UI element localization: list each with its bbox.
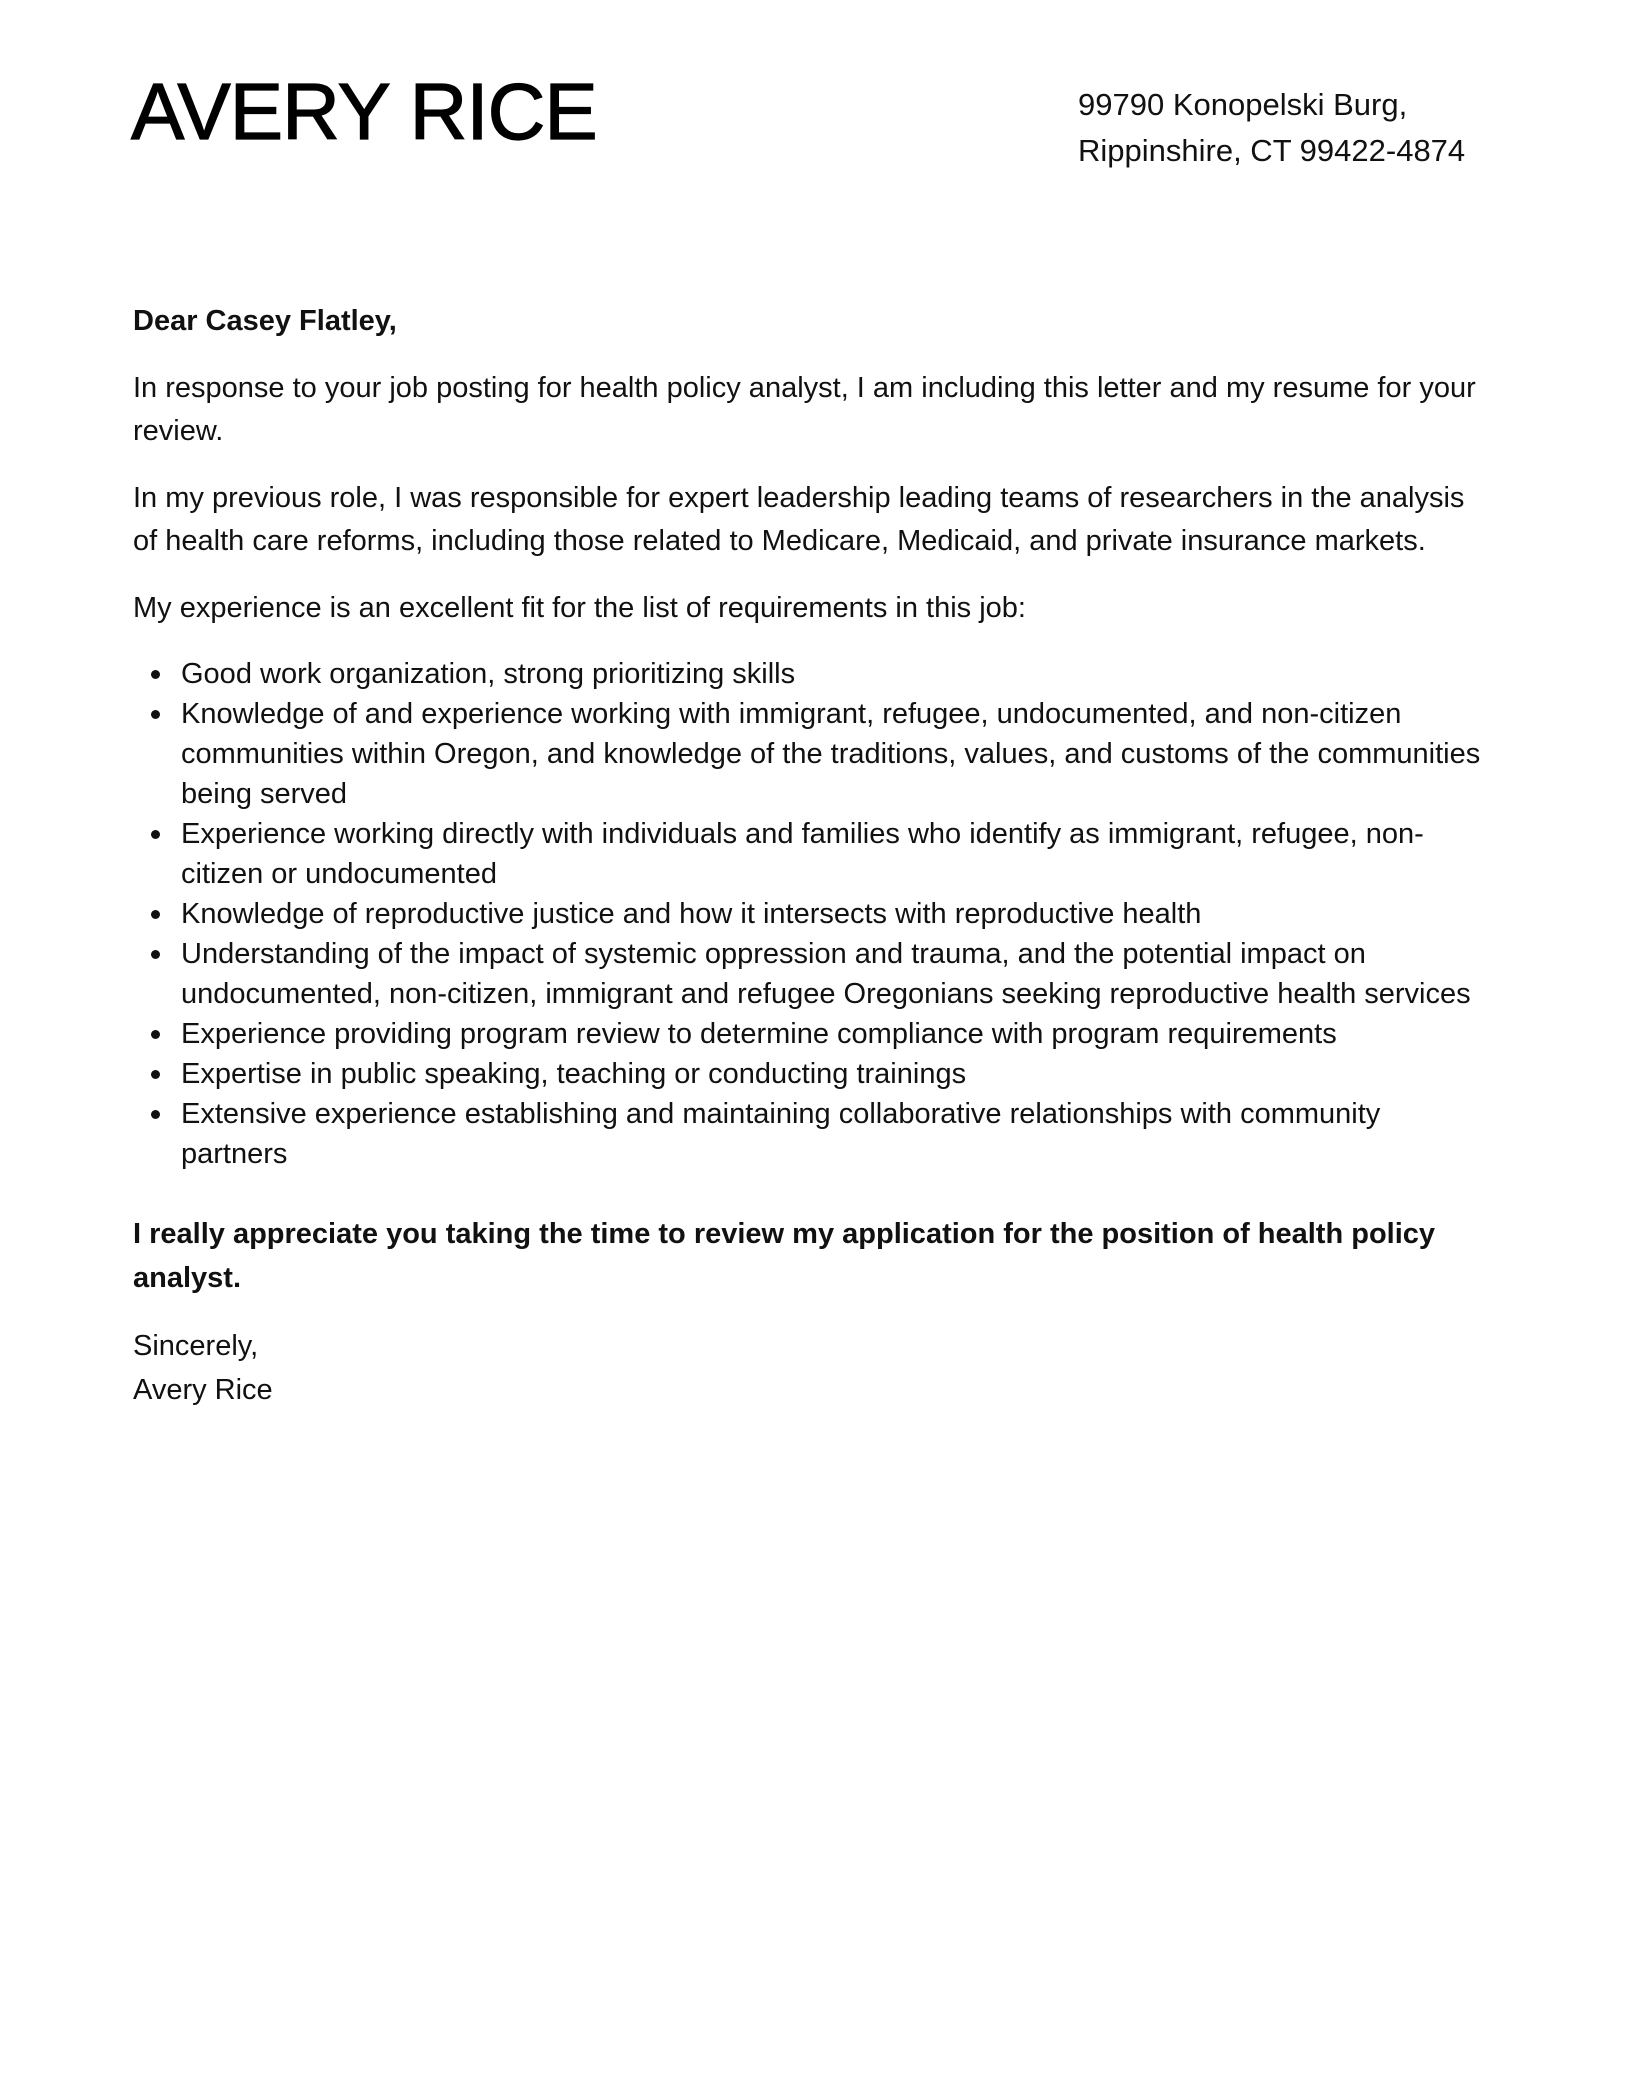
signoff: Sincerely,	[133, 1330, 259, 1362]
list-item-text: Expertise in public speaking, teaching or conducting trainings	[181, 1058, 967, 1090]
list-item	[181, 694, 1493, 814]
bullet-icon	[151, 950, 160, 959]
list-item	[181, 1054, 1493, 1094]
address-line-1: 99790 Konopelski Burg,	[1078, 87, 1408, 122]
greeting: Dear Casey Flatley,	[133, 305, 397, 337]
sender-name: AVERY RICE	[131, 67, 597, 156]
signature: Avery Rice	[133, 1374, 273, 1406]
requirements-intro: My experience is an excellent fit for the list of requirements in this job:	[133, 592, 1026, 624]
bullet-icon	[151, 1110, 160, 1119]
list-item	[181, 654, 1493, 694]
list-item-text: Knowledge of and experience working with immigrant, refugee, undocumented, and non-citizen communities within Oregon, and knowledge of the traditions, values, and customs of the communities being served	[181, 698, 1481, 810]
list-item-text: Knowledge of reproductive justice and how it intersects with reproductive health	[181, 898, 1202, 930]
list-item-text: Experience providing program review to determine compliance with program requirements	[181, 1018, 1337, 1050]
intro-paragraph: In response to your job posting for health policy analyst, I am including this letter and my resume for your review.	[133, 372, 1476, 447]
requirements-list	[133, 654, 1493, 1174]
experience-paragraph: In my previous role, I was responsible for expert leadership leading teams of researchers in the analysis of health care reforms, including those related to Medicare, Medicaid, and private insurance markets.	[133, 482, 1465, 557]
list-item	[181, 814, 1493, 894]
list-item-text: Experience working directly with individuals and families who identify as immigrant, refugee, non-citizen or undocumented	[181, 818, 1424, 890]
letter-body	[133, 300, 1493, 1412]
bullet-icon	[151, 670, 160, 679]
list-item	[181, 1094, 1493, 1174]
list-item	[181, 934, 1493, 1014]
sender-address	[1078, 82, 1465, 174]
list-item-text: Extensive experience establishing and maintaining collaborative relationships with community partners	[181, 1098, 1381, 1170]
bullet-icon	[151, 1070, 160, 1079]
list-item-text: Understanding of the impact of systemic oppression and trauma, and the potential impact on undocumented, non-citizen, immigrant and refugee Oregonians seeking reproductive health services	[181, 938, 1471, 1010]
bullet-icon	[151, 1030, 160, 1039]
closing-paragraph: I really appreciate you taking the time to review my application for the position of health policy analyst.	[133, 1218, 1436, 1294]
list-item	[181, 894, 1493, 934]
list-item-text: Good work organization, strong prioritizing skills	[181, 658, 796, 690]
address-line-2: Rippinshire, CT 99422-4874	[1078, 133, 1466, 168]
bullet-icon	[151, 830, 160, 839]
bullet-icon	[151, 710, 160, 719]
bullet-icon	[151, 910, 160, 919]
list-item	[181, 1014, 1493, 1054]
